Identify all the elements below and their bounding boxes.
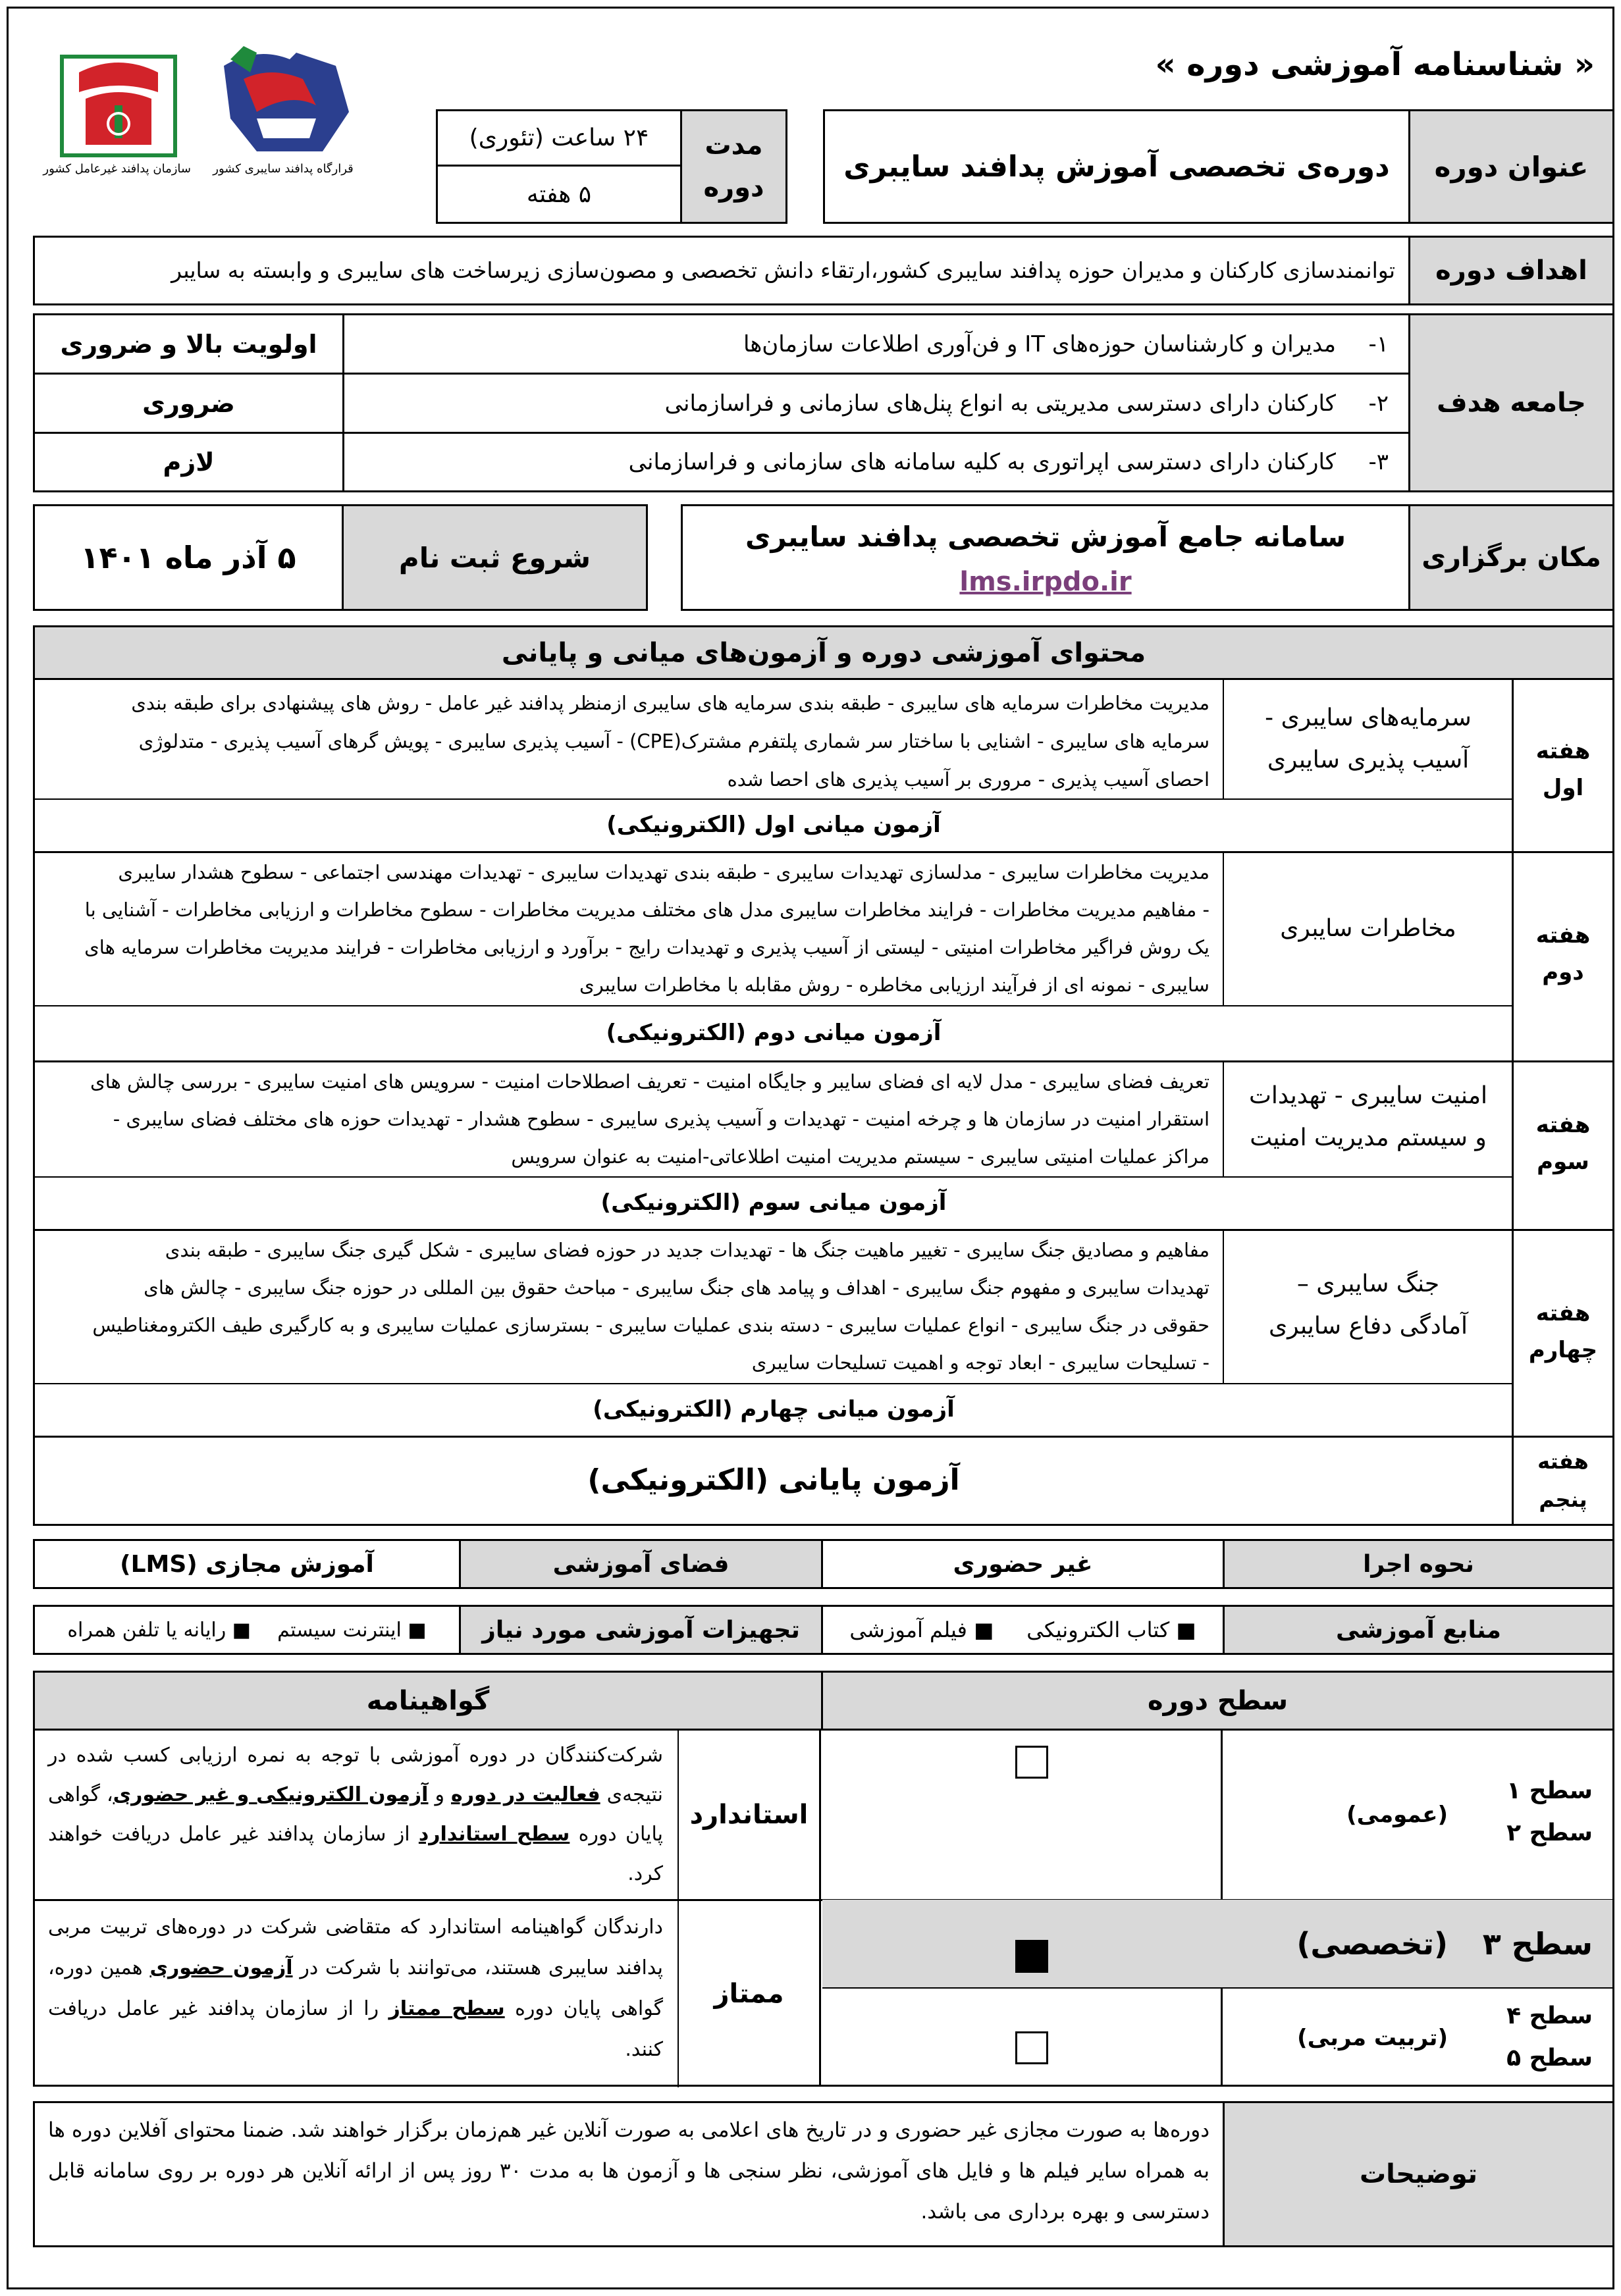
level-row-1-checkbox[interactable]	[1015, 1746, 1048, 1779]
week-4-label-line2: چهارم	[1528, 1337, 1598, 1363]
week-1-line-3: احصای آسیب پذیری - مروری بر آسیب پذیری های احصا شده	[727, 768, 1209, 791]
week-1-label-line1: هفته	[1535, 738, 1591, 764]
venue-link[interactable]: lms.irpdo.ir	[959, 567, 1132, 597]
week-4-line-3: حقوقی در جنگ سایبری - انواع عملیات سایبری - دسته بندی عملیات سایبری - بسترسازی عملیات سایبری و به کارگیری طیف الکترومغناطیس	[92, 1314, 1209, 1336]
levels-certificate-box	[33, 1671, 1614, 2087]
space-label: فضای آموزشی	[459, 1541, 821, 1587]
audience-row-1-num: ۱-	[1368, 331, 1389, 357]
week-2-label-line1: هفته	[1535, 922, 1591, 949]
week-1-label-line2: اول	[1542, 775, 1584, 801]
week-3-details	[35, 1060, 1221, 1176]
venue-box	[681, 504, 1614, 611]
duration-weeks: ۵ هفته	[526, 180, 592, 208]
level-1-label: سطح ۱	[1506, 1777, 1593, 1804]
levels-certificate-divider	[819, 1731, 821, 2085]
week-2-label	[1514, 851, 1612, 1060]
content-header: محتوای آموزشی دوره و آزمون‌های میانی و پایانی	[35, 627, 1612, 680]
level-row-3-levels	[1506, 1989, 1593, 2087]
week-3-line-1: تعریف فضای سایبری - مدل لایه ای فضای سایبر و جایگاه امنیت - تعریف اصطلاحات امنیت - سرویس های امنیت سایبری - بررسی چالش های	[90, 1070, 1209, 1093]
week-4-details	[35, 1229, 1221, 1383]
audience-row-3-num: ۳-	[1368, 449, 1389, 475]
notes-label: توضیحات	[1223, 2103, 1612, 2245]
execution-value: غیر حضوری	[821, 1541, 1223, 1587]
week-3-topic-line2: و سیستم مدیریت امنیت	[1250, 1124, 1487, 1151]
course-title-box	[823, 109, 1614, 224]
audience-row-2-text: کارکنان دارای دسترسی مدیریتی به انواع پنل‌های سازمانی و فراسازمانی	[664, 390, 1336, 417]
levels-header: سطح دوره	[821, 1673, 1612, 1731]
audience-row-2-num: ۲-	[1368, 390, 1389, 417]
audience-row-3	[35, 434, 1408, 490]
week-2-line-4: سایبری - نمونه ای از فرآیند ارزیابی مخاطره - روش مقابله با مخاطرات سایبری	[579, 974, 1209, 996]
week-2-line-2: - مفاهیم مدیریت مخاطرات - فرایند مخاطرات سایبری مدل های مختلف مدیریت مخاطرات - سطوح مخاطرات و ارزیابی مخاطرات - آشنایی با	[84, 899, 1209, 921]
venue-label: مکان برگزاری	[1408, 506, 1612, 609]
page-title: « شناسنامه آموزشی دوره »	[1155, 46, 1595, 83]
audience-row-2-priority: ضروری	[35, 375, 344, 432]
week-2-line-3: یک روش فراگیر مخاطرات امنیتی - لیستی از آسیب پذیری و تهدیدات رایج - برآورد و ارزیابی مخاطرات - فرایند مدیریت مخاطرات سرمایه های	[84, 936, 1209, 958]
level-row-3-checkbox[interactable]	[1015, 2031, 1048, 2064]
week-3-label-line1: هفته	[1535, 1112, 1591, 1138]
week-1-topic-line2: آسیب پذیری سایبری	[1267, 746, 1470, 773]
resources-label: منابع آموزشی	[1223, 1607, 1612, 1653]
certificate-standard-text	[35, 1736, 676, 1899]
std-text-1: شرکت‌کنندگان در دوره آموزشی با توجه به نمره ارزیابی کسب شده در نتیجه‌ی	[48, 1744, 663, 1806]
week-5-label-line1: هفته	[1537, 1449, 1589, 1474]
exc-text-1: دارندگان گواهینامه استاندارد که متقاضی شرکت در دوره‌های تربیت مربی پدافند سایبری هستند، می‌توانند با شرکت در	[48, 1916, 663, 1979]
week-3-label	[1514, 1060, 1612, 1229]
certificate-excellent-text	[35, 1907, 676, 2085]
week-1-details	[35, 680, 1221, 798]
resources-items	[821, 1607, 1223, 1653]
audience-row-1-priority: اولویت بالا و ضروری	[35, 315, 344, 373]
std-text-u3: سطح استاندارد	[418, 1823, 570, 1846]
notes-box	[33, 2101, 1614, 2247]
pdo-logo	[43, 46, 191, 178]
week-4-topic	[1223, 1229, 1512, 1383]
audience-label: جامعه هدف	[1408, 315, 1612, 490]
week-3-topic-line1: امنیت سایبری - تهدیدات	[1248, 1082, 1488, 1109]
goals-box	[33, 236, 1614, 305]
audience-box	[33, 313, 1614, 492]
cyber-defense-logo-caption: قرارگاه پدافند سایبری کشور	[213, 162, 354, 176]
certificate-excellent-label: ممتاز	[678, 1900, 819, 2087]
exc-text-u2: سطح ممتاز	[388, 1997, 505, 2020]
week-4-line-1: مفاهیم و مصادیق جنگ سایبری - تغییر ماهیت جنگ ها - تهدیدات جدید در حوزه فضای سایبری - شکل گیری جنگ سایبری - طبقه بندی	[165, 1239, 1209, 1261]
level-row-1-levels	[1506, 1731, 1593, 1899]
level-row-3-desc: (تربیت مربی)	[1297, 2025, 1448, 2051]
resource-video: ■ فیلم آموزشی	[849, 1617, 994, 1642]
week-4-line-2: تهدیدات سایبری و مفهوم جنگ سایبری - اهداف و پیامد های جنگ سایبری - مباحث حقوق بین المللی در حوزه جنگ سایبری - چالش های	[144, 1276, 1209, 1299]
duration-box	[436, 109, 787, 224]
level-5-label: سطح ۵	[1506, 2045, 1593, 2072]
goals-label: اهداف دوره	[1408, 238, 1612, 303]
week-3-line-3: مراکز عملیات امنیتی سایبری - سیستم مدیریت امنیت اطلاعاتی-امنیت به عنوان سرویس	[511, 1145, 1209, 1168]
final-exam: آزمون پایانی (الکترونیکی)	[587, 1463, 960, 1497]
week-5-label-line2: پنجم	[1539, 1487, 1587, 1512]
audience-row-3-text: کارکنان دارای دسترسی اپراتوری به کلیه سامانه های سازمانی و فراسازمانی	[628, 449, 1336, 475]
level-row-2-bottom	[822, 1987, 1612, 1989]
week-1-topic	[1223, 680, 1512, 798]
cyber-defense-logo	[213, 39, 356, 178]
std-text-4: از سازمان پدافند غیر عامل دریافت خواهند کرد.	[48, 1823, 663, 1885]
level-3-label: سطح ۳	[1482, 1926, 1593, 1962]
week-3-exam: آزمون میانی سوم (الکترونیکی)	[600, 1189, 947, 1216]
week-3-topic	[1223, 1060, 1512, 1176]
std-text-u2: آزمون الکترونیکی و غیر حضوری	[113, 1783, 429, 1806]
content-box	[33, 625, 1614, 1526]
week-1-exam: آزمون میانی اول (الکترونیکی)	[606, 812, 941, 838]
std-text-3: ، گواهی پایان دوره	[48, 1783, 663, 1846]
duration-label-line1: مدت	[704, 130, 763, 161]
venue-value: سامانه جامع آموزش تخصصی پدافند سایبری	[745, 521, 1346, 553]
week-1-line-1: مدیریت مخاطرات سرمایه های سایبری - طبقه بندی سرمایه های سایبری ازمنظر پدافند غیر عامل - روش های پیشنهادی برای طبقه بندی	[131, 692, 1209, 714]
audience-rows	[35, 315, 1408, 490]
audience-row-3-priority: لازم	[35, 434, 344, 490]
week-2-topic: مخاطرات سایبری	[1223, 851, 1512, 1005]
week-4-label-line1: هفته	[1535, 1300, 1591, 1326]
space-value: آموزش مجازی (LMS)	[120, 1550, 374, 1578]
resource-ebook: ■ کتاب الکترونیکی	[1026, 1617, 1196, 1642]
week-2-details	[35, 851, 1221, 1005]
level-2-label: سطح ۲	[1506, 1819, 1593, 1846]
level-4-label: سطح ۴	[1506, 2002, 1593, 2029]
level-row-1-desc: (عمومی)	[1346, 1802, 1448, 1828]
registration-box	[33, 504, 648, 611]
week-4-topic-line2: آمادگی دفاع سایبری	[1268, 1313, 1468, 1340]
pdo-logo-caption: سازمان پدافند غیرعامل کشور	[43, 162, 191, 176]
notes-text: دوره‌ها به صورت مجازی غیر حضوری و در تاریخ های اعلامی به صورت آنلاین غیر هم‌زمان برگزار خواهند شد. ضمنا محتوای آفلاین دوره ها به همراه سایر فیلم ها و فایل های آموزشی، نظر سنجی ها و آزمون ها به مدت ۳۰ روز پس از ارائه آنلاین هر دوره بر روی سامانه قابل دسترسی و بهره برداری می باشد.	[48, 2118, 1209, 2224]
duration-label-line2: دوره	[703, 172, 764, 203]
exc-text-2: همین دوره، گواهی پایان دوره	[48, 1956, 663, 2020]
course-title-label: عنوان دوره	[1408, 111, 1612, 222]
audience-row-2	[35, 375, 1408, 434]
week-3-line-2: استقرار امنیت در سازمان ها و چرخه امنیت - تهدیدات و آسیب پذیری سایبری - سطوح هشدار - تهدیدات حوزه های مختلف فضای سایبری -	[113, 1108, 1209, 1130]
week-2-label-line2: دوم	[1542, 959, 1584, 985]
duration-hours: ۲۴ ساعت (تئوری)	[438, 111, 680, 167]
registration-label: شروع ثبت نام	[342, 506, 646, 609]
week-4-line-4: - تسلیحات سایبری - ابعاد توجه و اهمیت تسلیحات سایبری	[751, 1351, 1209, 1374]
level-row-2-desc: (تخصصی)	[1296, 1926, 1448, 1962]
audience-row-1-text: مدیران و کارشناسان حوزه‌های IT و فن‌آوری اطلاعات سازمان‌ها	[743, 331, 1336, 357]
course-title-value: دوره‌ی تخصصی آموزش پدافند سایبری	[843, 149, 1390, 184]
week-2-exam: آزمون میانی دوم (الکترونیکی)	[606, 1020, 942, 1046]
std-text-u1: فعالیت در دوره	[450, 1783, 600, 1806]
certificate-standard-label: استاندارد	[678, 1731, 819, 1899]
week-5-label	[1514, 1436, 1612, 1524]
level-row-2-checkbox[interactable]	[1015, 1940, 1048, 1973]
week-4-topic-line1: جنگ سایبری –	[1296, 1270, 1440, 1297]
registration-date: ۵ آذر ماه ۱۴۰۱	[80, 540, 296, 575]
std-text-2: و	[428, 1783, 451, 1806]
week-1-label	[1514, 680, 1612, 851]
week-4-label	[1514, 1229, 1612, 1436]
equipment-device: ■ رایانه یا تلفن همراه	[67, 1618, 252, 1642]
week-3-label-line2: سوم	[1537, 1149, 1589, 1175]
goals-value: توانمندسازی کارکنان و مدیران حوزه پدافند سایبری کشور،ارتقاء دانش تخصصی و مصون‌سازی زیرساخت های سایبری و وابسته به سایبر	[171, 257, 1395, 283]
week-1-line-2: سرمایه های سایبری - اشنایی با ساختار سر شماری پلتفرم مشترک(CPE) - آسیب پذیری سایبری - پویش گرهای آسیب پذیری - متدلوژی	[138, 730, 1209, 752]
exc-text-3: را از سازمان پدافند غیر عامل دریافت کنند.	[48, 1997, 663, 2061]
week-1-topic-line1: سرمایه‌های سایبری -	[1265, 704, 1472, 731]
week-4-exam: آزمون میانی چهارم (الکترونیکی)	[593, 1396, 955, 1422]
execution-box	[33, 1539, 1614, 1589]
execution-label: نحوه اجرا	[1223, 1541, 1612, 1587]
resources-box	[33, 1605, 1614, 1655]
audience-row-1	[35, 315, 1408, 375]
equipment-items	[35, 1607, 459, 1653]
duration-label	[680, 111, 785, 222]
week-2-line-1: مدیریت مخاطرات سایبری - مدلسازی تهدیدات سایبری - طبقه بندی تهدیدات سایبری - تهدیدات مهندسی اجتماعی - سطوح هشدار سایبری	[118, 861, 1209, 883]
exc-text-u1: آزمون حضوری	[149, 1956, 293, 1979]
equipment-internet: ■ اینترنت سیستم	[277, 1618, 427, 1642]
equipment-label: تجهیزات آموزشی مورد نیاز	[459, 1607, 821, 1653]
certificate-header: گواهینامه	[35, 1673, 821, 1731]
